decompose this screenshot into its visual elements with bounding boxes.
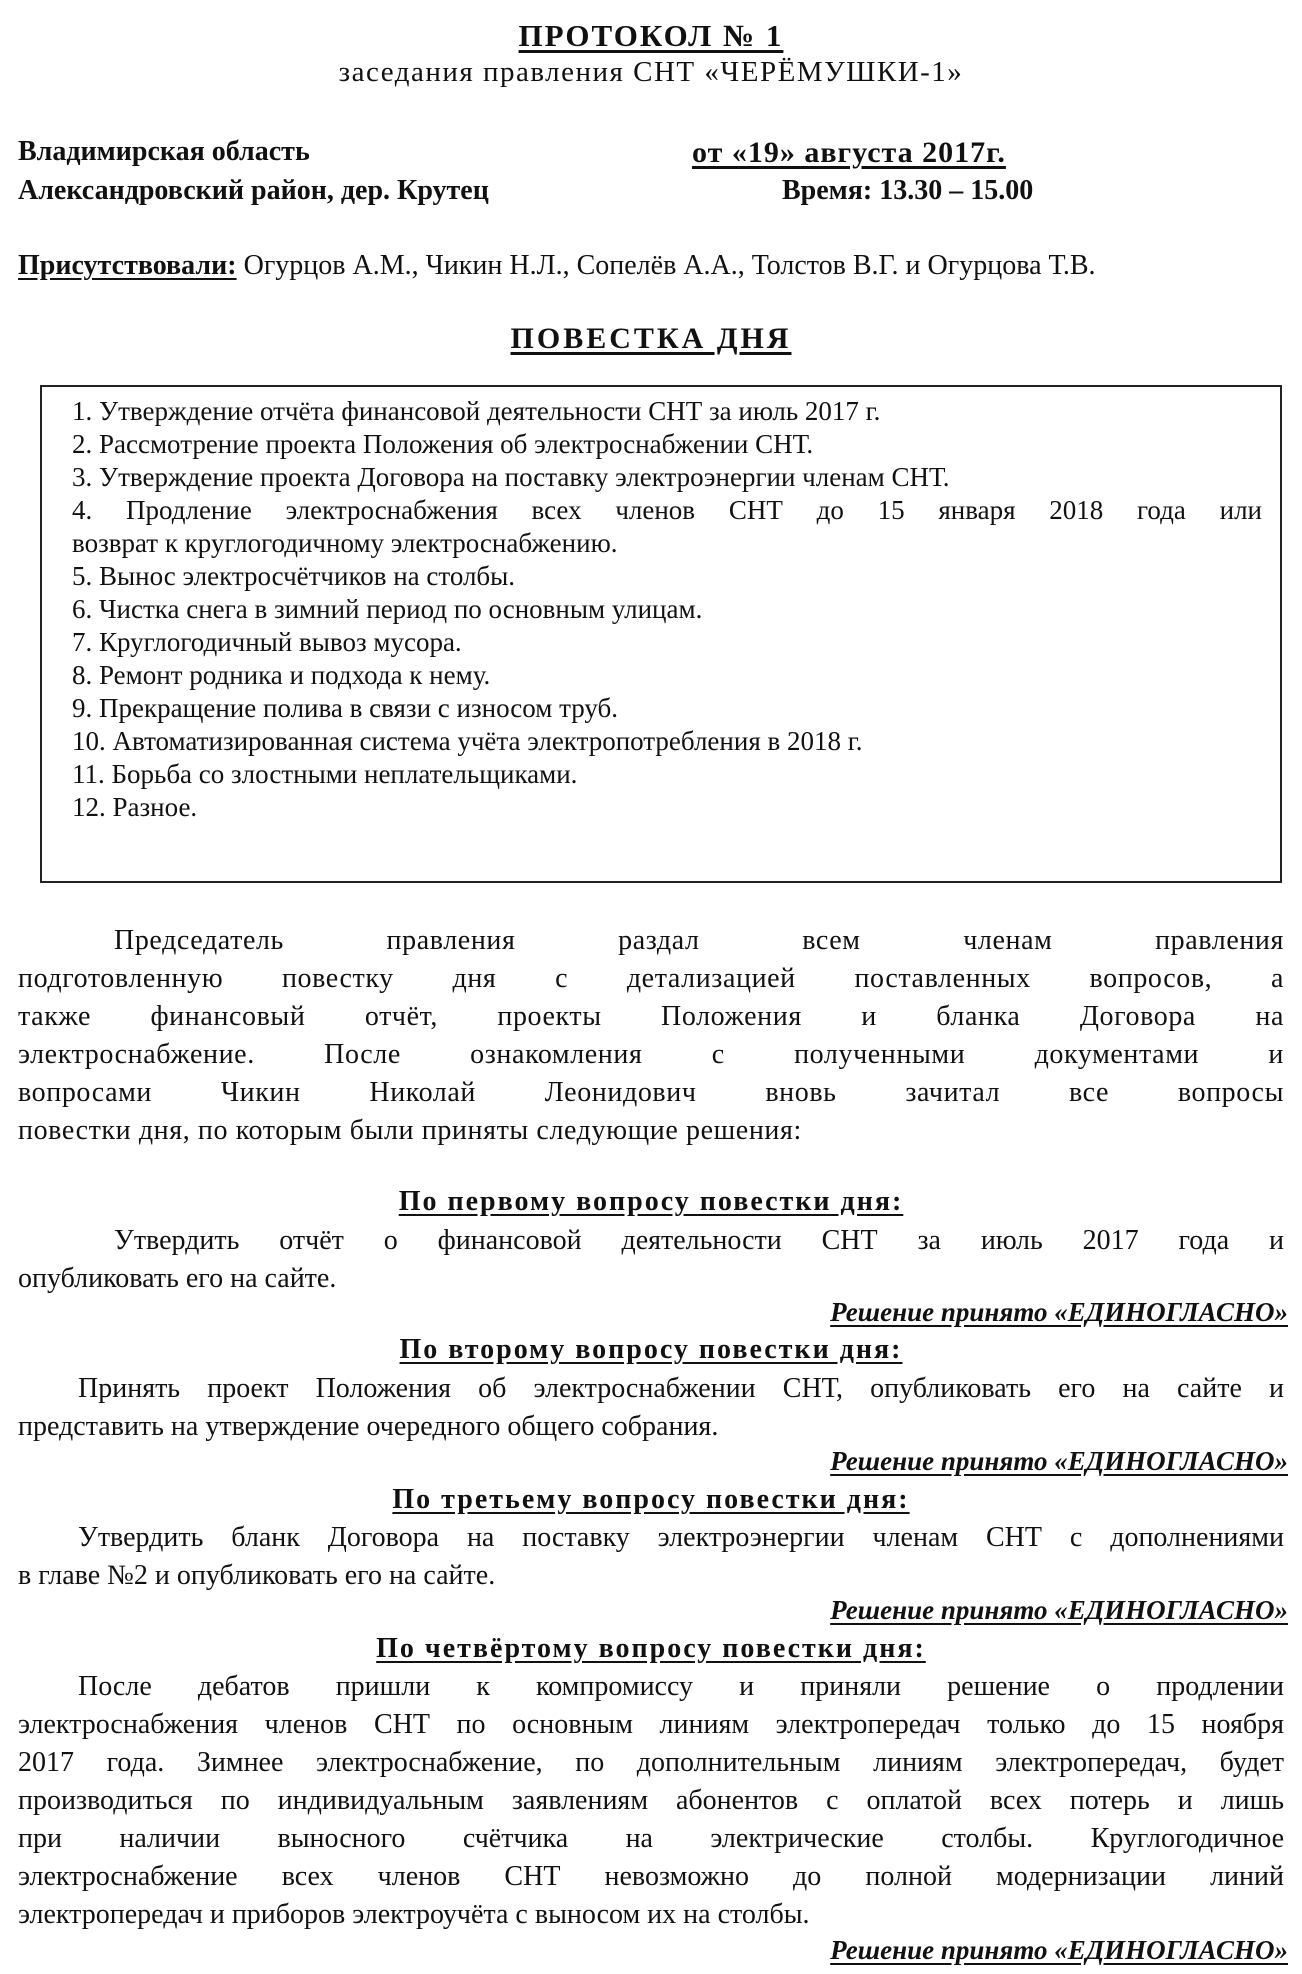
text-line: опубликовать его на сайте. <box>18 1263 337 1294</box>
agenda-item: 5. Вынос электросчётчиков на столбы. <box>72 561 516 591</box>
attendees-names: Огурцов А.М., Чикин Н.Л., Сопелёв А.А., Толстов В.Г. и Огурцова Т.В. <box>236 250 1096 281</box>
text-line: вопросами Чикин Николай Леонидович вновь зачитал все вопросы <box>18 1077 1284 1108</box>
agenda-item: 7. Круглогодичный вывоз мусора. <box>72 627 462 657</box>
agenda-item: 6. Чистка снега в зимний период по основным улицам. <box>72 594 703 624</box>
question-1-heading: По первому вопросу повестки дня: <box>398 1186 904 1217</box>
agenda-box <box>40 385 1282 883</box>
text-line: Утвердить отчёт о финансовой деятельности СНТ за июль 2017 года и <box>114 1225 1284 1256</box>
text-line: электроснабжение всех членов СНТ невозможно до полной модернизации линий <box>18 1861 1284 1892</box>
text-line: повестки дня, по которым были приняты следующие решения: <box>18 1115 802 1146</box>
agenda-item-continuation: возврат к круглогодичному электроснабжению. <box>72 528 618 558</box>
district: Александровский район, дер. Крутец <box>18 175 489 206</box>
text-line: 2017 года. Зимнее электроснабжение, по дополнительным линиям электропередач, будет <box>18 1747 1284 1778</box>
text-line: в главе №2 и опубликовать его на сайте. <box>18 1560 496 1591</box>
text-line: представить на утверждение очередного общего собрания. <box>18 1411 719 1442</box>
question-1-text <box>18 1222 1284 1298</box>
meeting-date: от «19» августа 2017г. <box>692 136 1006 169</box>
agenda-item: 1. Утверждение отчёта финансовой деятельности СНТ за июль 2017 г. <box>72 396 881 426</box>
text-line: электроснабжения членов СНТ по основным линиям электропередач только до 15 ноября <box>18 1709 1284 1740</box>
attendees-label: Присутствовали: <box>18 250 237 281</box>
question-2-decision: Решение принято «ЕДИНОГЛАСНО» <box>830 1446 1288 1476</box>
text-line: электроснабжение. После ознакомления с полученными документами и <box>18 1039 1284 1070</box>
intro-paragraph <box>18 922 1284 1150</box>
text-line: Принять проект Положения об электроснабжении СНТ, опубликовать его на сайте и <box>78 1373 1284 1404</box>
text-line: подготовленную повестку дня с детализацией поставленных вопросов, а <box>18 963 1284 994</box>
meeting-time: Время: 13.30 – 15.00 <box>782 175 1034 206</box>
protocol-subtitle: заседания правления СНТ «ЧЕРЁМУШКИ-1» <box>338 56 964 88</box>
text-line: Утвердить бланк Договора на поставку электроэнергии членам СНТ с дополнениями <box>78 1522 1284 1553</box>
agenda-item: 10. Автоматизированная система учёта электропотребления в 2018 г. <box>72 726 863 756</box>
text-line: После дебатов пришли к компромиссу и приняли решение о продлении <box>78 1671 1284 1702</box>
question-4-text <box>18 1668 1284 1934</box>
agenda-item: 8. Ремонт родника и подхода к нему. <box>72 660 491 690</box>
question-4-decision: Решение принято «ЕДИНОГЛАСНО» <box>830 1935 1288 1965</box>
region: Владимирская область <box>18 136 310 167</box>
text-line: Председатель правления раздал всем членам правления <box>114 925 1284 956</box>
attendees-line <box>18 250 1288 282</box>
question-3-heading: По третьему вопросу повестки дня: <box>392 1484 910 1515</box>
question-1-decision: Решение принято «ЕДИНОГЛАСНО» <box>830 1297 1288 1327</box>
agenda-title: ПОВЕСТКА ДНЯ <box>510 322 792 355</box>
question-3-decision: Решение принято «ЕДИНОГЛАСНО» <box>830 1595 1288 1625</box>
question-3-text <box>18 1519 1284 1595</box>
text-line: электропередач и приборов электроучёта с выносом их на столбы. <box>18 1899 810 1930</box>
agenda-item: 11. Борьба со злостными неплательщиками. <box>72 759 578 789</box>
protocol-title: ПРОТОКОЛ № 1 <box>518 18 784 53</box>
text-line: при наличии выносного счётчика на электрические столбы. Круглогодичное <box>18 1823 1284 1854</box>
agenda-item: 4. Продление электроснабжения всех членов СНТ до 15 января 2018 года или <box>72 495 1262 525</box>
agenda-item: 12. Разное. <box>72 792 198 822</box>
question-2-heading: По второму вопросу повестки дня: <box>399 1334 903 1365</box>
agenda-item: 2. Рассмотрение проекта Положения об электроснабжении СНТ. <box>72 429 814 459</box>
question-2-text <box>18 1370 1284 1446</box>
text-line: также финансовый отчёт, проекты Положения и бланка Договора на <box>18 1001 1284 1032</box>
agenda-item: 9. Прекращение полива в связи с износом труб. <box>72 693 618 723</box>
agenda-item: 3. Утверждение проекта Договора на поставку электроэнергии членам СНТ. <box>72 462 950 492</box>
question-4-heading: По четвёртому вопросу повестки дня: <box>376 1633 926 1664</box>
text-line: производиться по индивидуальным заявлениям абонентов с оплатой всех потерь и лишь <box>18 1785 1284 1816</box>
